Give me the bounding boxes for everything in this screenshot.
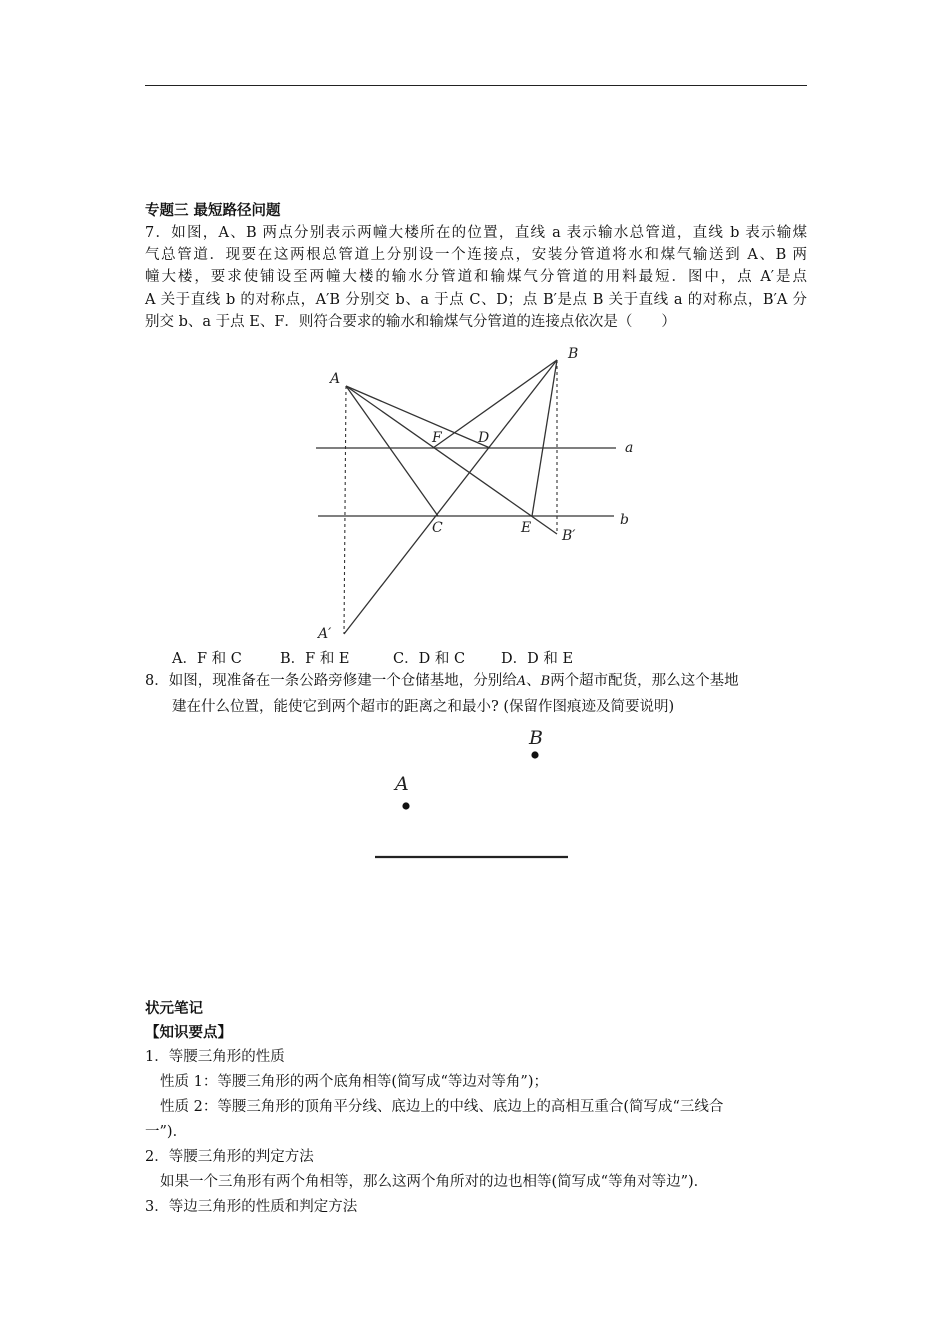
- notes-item-2: 2．等腰三角形的判定方法: [145, 1149, 314, 1165]
- q8-separator: 、: [526, 673, 541, 689]
- notes-property-2-line-2: 一”)．: [145, 1124, 188, 1140]
- q7-line-3: 幢大楼，要求使铺设至两幢大楼的输水分管道和输煤气分管道的用料最短．图中，点 A′是点: [145, 269, 807, 286]
- header-rule: [145, 85, 807, 86]
- notes-subtitle: 【知识要点】: [145, 1024, 232, 1041]
- q7-line-1: 7．如图，A、B 两点分别表示两幢大楼所在的位置，直线 a 表示输水总管道，直线 b 表示输煤: [145, 225, 807, 241]
- q8-line-1: [145, 670, 739, 693]
- fig7-label-A-prime: A′: [318, 626, 332, 642]
- point-A: [402, 802, 409, 809]
- option-d: D．D 和 E: [501, 651, 574, 667]
- segment-BF: [433, 360, 557, 448]
- fig7-label-E: E: [521, 520, 532, 536]
- point-B: [531, 751, 538, 758]
- option-b: B．F 和 E: [280, 651, 350, 667]
- fig7-label-A: A: [330, 371, 341, 387]
- q7-geometry-figure: [300, 340, 660, 650]
- notes-property-1: 性质 1：等腰三角形的两个底角相等(简写成“等边对等角”)；: [160, 1074, 548, 1090]
- segment-AB-prime: [346, 386, 557, 534]
- q8-line-1-prefix: 8．如图，现准备在一条公路旁修建一个仓储基地，分别给: [145, 673, 517, 689]
- notes-property-2-line-1: 性质 2：等腰三角形的顶角平分线、底边上的中线、底边上的高相互重合(简写成“三线合: [160, 1099, 724, 1115]
- q8-var-A: A: [516, 674, 527, 689]
- q7-line-5: 别交 b、a 于点 E、F．则符合要求的输水和输煤气分管道的连接点依次是（ ）: [145, 313, 676, 330]
- option-c: C．D 和 C: [393, 651, 466, 667]
- fig7-label-C: C: [432, 520, 443, 536]
- fig7-label-B-prime: B′: [562, 528, 576, 544]
- fig7-label-F: F: [432, 430, 442, 446]
- fig7-label-B: B: [568, 346, 579, 362]
- fig7-label-b: b: [620, 512, 629, 528]
- q8-figure: [360, 720, 590, 870]
- option-a: A．F 和 C: [172, 651, 242, 667]
- notes-item-1: 1．等腰三角形的性质: [145, 1049, 285, 1065]
- notes-judgement: 如果一个三角形有两个角相等，那么这两个角所对的边也相等(简写成“等角对等边”)．: [160, 1174, 709, 1190]
- segment-BE: [532, 360, 557, 516]
- fig8-label-B: B: [529, 727, 543, 749]
- q8-line-1-suffix: 两个超市配货，那么这个基地: [550, 673, 739, 689]
- dashed-AA-prime: [344, 386, 346, 634]
- q8-var-B: B: [540, 674, 551, 689]
- notes-item-3: 3．等边三角形的性质和判定方法: [145, 1199, 358, 1215]
- section-title: 专题三 最短路径问题: [145, 202, 281, 219]
- fig7-label-D: D: [478, 430, 490, 446]
- q7-line-2: 气总管道．现要在这两根总管道上分别设一个连接点，安装分管道将水和煤气输送到 A、B 两: [145, 247, 807, 264]
- q8-line-2: 建在什么位置，能使它到两个超市的距离之和最小? (保留作图痕迹及简要说明): [172, 699, 675, 715]
- fig8-label-A: A: [395, 773, 409, 795]
- question-7-text: [145, 222, 807, 333]
- segment-BA-prime: [344, 360, 557, 634]
- fig7-label-a: a: [625, 440, 634, 456]
- notes-title: 状元笔记: [145, 1000, 203, 1017]
- q7-line-4: A 关于直线 b 的对称点，A′B 分别交 b、a 于点 C、D；点 B′是点 B 关于直线 a 的对称点，B′A 分: [145, 291, 807, 308]
